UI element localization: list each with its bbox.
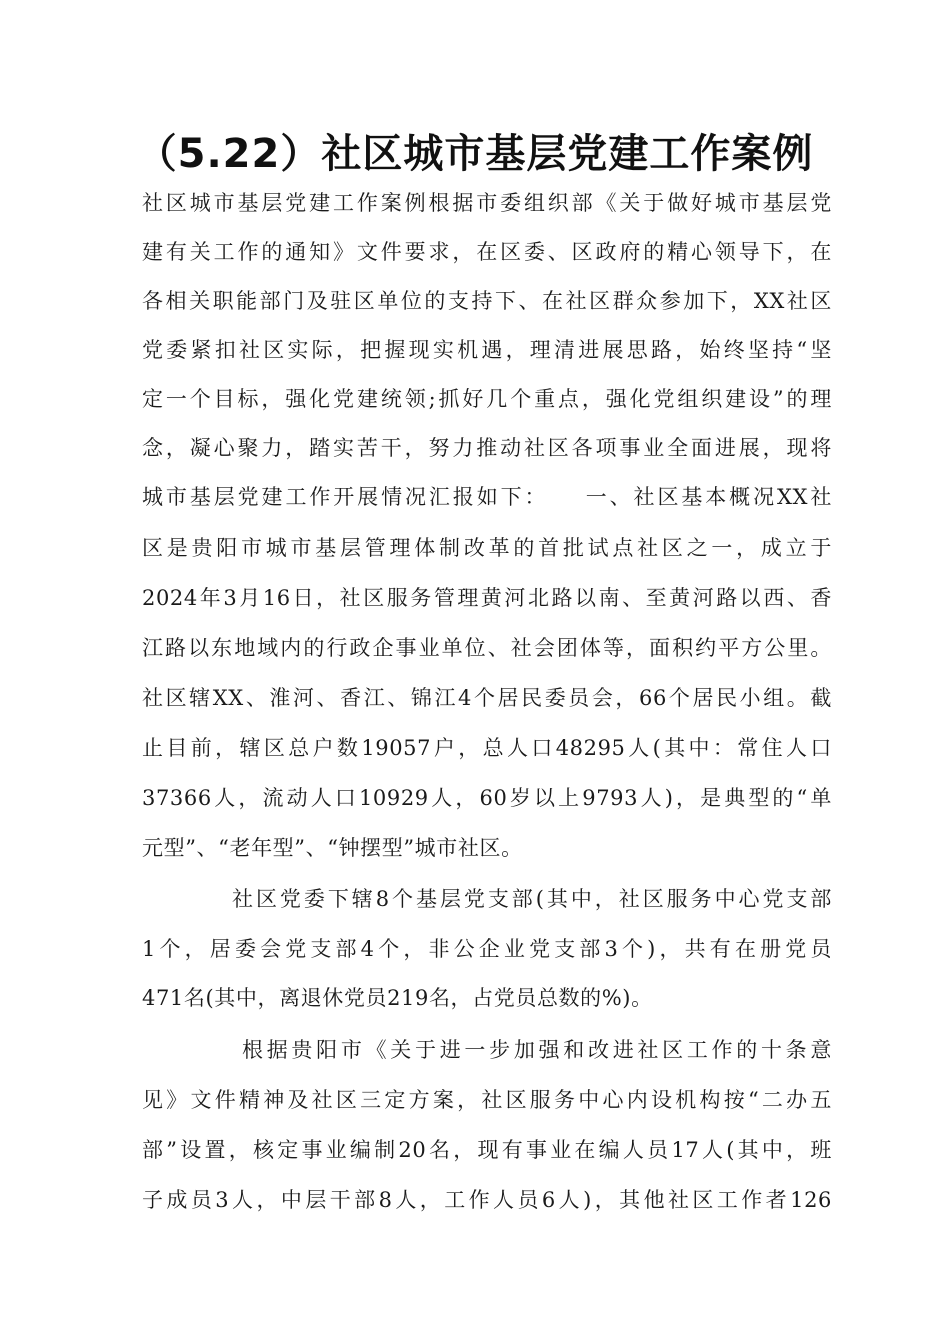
text-line: 城市基层党建工作开展情况汇报如下： 一、社区基本概况XX社 bbox=[142, 485, 832, 509]
text-line: 定一个目标，强化党建统领;抓好几个重点，强化党组织建设”的理 bbox=[142, 387, 832, 411]
text-line: 念，凝心聚力，踏实苦干，努力推动社区各项事业全面进展，现将 bbox=[142, 436, 832, 460]
text-line: 见》文件精神及社区三定方案，社区服务中心内设机构按“二办五 bbox=[142, 1088, 832, 1112]
text-line: 各相关职能部门及驻区单位的支持下、在社区群众参加下，XX社区 bbox=[142, 289, 832, 313]
text-line: 1个，居委会党支部4个，非公企业党支部3个)，共有在册党员 bbox=[142, 937, 832, 961]
text-line: 子成员3人，中层干部8人，工作人员6人)，其他社区工作者126 bbox=[142, 1188, 832, 1212]
document-title: （5.22）社区城市基层党建工作案例 bbox=[136, 131, 814, 177]
text-line: 根据贵阳市《关于进一步加强和改进社区工作的十条意 bbox=[242, 1038, 832, 1062]
text-line: 建有关工作的通知》文件要求，在区委、区政府的精心领导下，在 bbox=[142, 240, 832, 264]
text-line: 37366人，流动人口10929人，60岁以上9793人)，是典型的“单 bbox=[142, 786, 832, 810]
text-line: 社区党委下辖8个基层党支部(其中，社区服务中心党支部 bbox=[232, 887, 832, 911]
text-line: 江路以东地域内的行政企事业单位、社会团体等，面积约平方公里。 bbox=[142, 636, 832, 660]
text-line: 党委紧扣社区实际，把握现实机遇，理清进展思路，始终坚持“坚 bbox=[142, 338, 832, 362]
text-line: 区是贵阳市城市基层管理体制改革的首批试点社区之一，成立于 bbox=[142, 536, 832, 560]
text-line: 止目前，辖区总户数19057户，总人口48295人(其中：常住人口 bbox=[142, 736, 832, 760]
text-line: 社区城市基层党建工作案例根据市委组织部《关于做好城市基层党 bbox=[142, 191, 832, 215]
text-line: 部”设置，核定事业编制20名，现有事业在编人员17人(其中，班 bbox=[142, 1138, 832, 1162]
text-line: 元型”、“老年型”、“钟摆型”城市社区。 bbox=[142, 836, 523, 860]
text-line: 社区辖XX、淮河、香江、锦江4个居民委员会，66个居民小组。截 bbox=[142, 686, 832, 710]
text-line: 2024年3月16日，社区服务管理黄河北路以南、至黄河路以西、香 bbox=[142, 586, 832, 610]
text-line: 471名(其中，离退休党员219名，占党员总数的%)。 bbox=[142, 986, 653, 1010]
